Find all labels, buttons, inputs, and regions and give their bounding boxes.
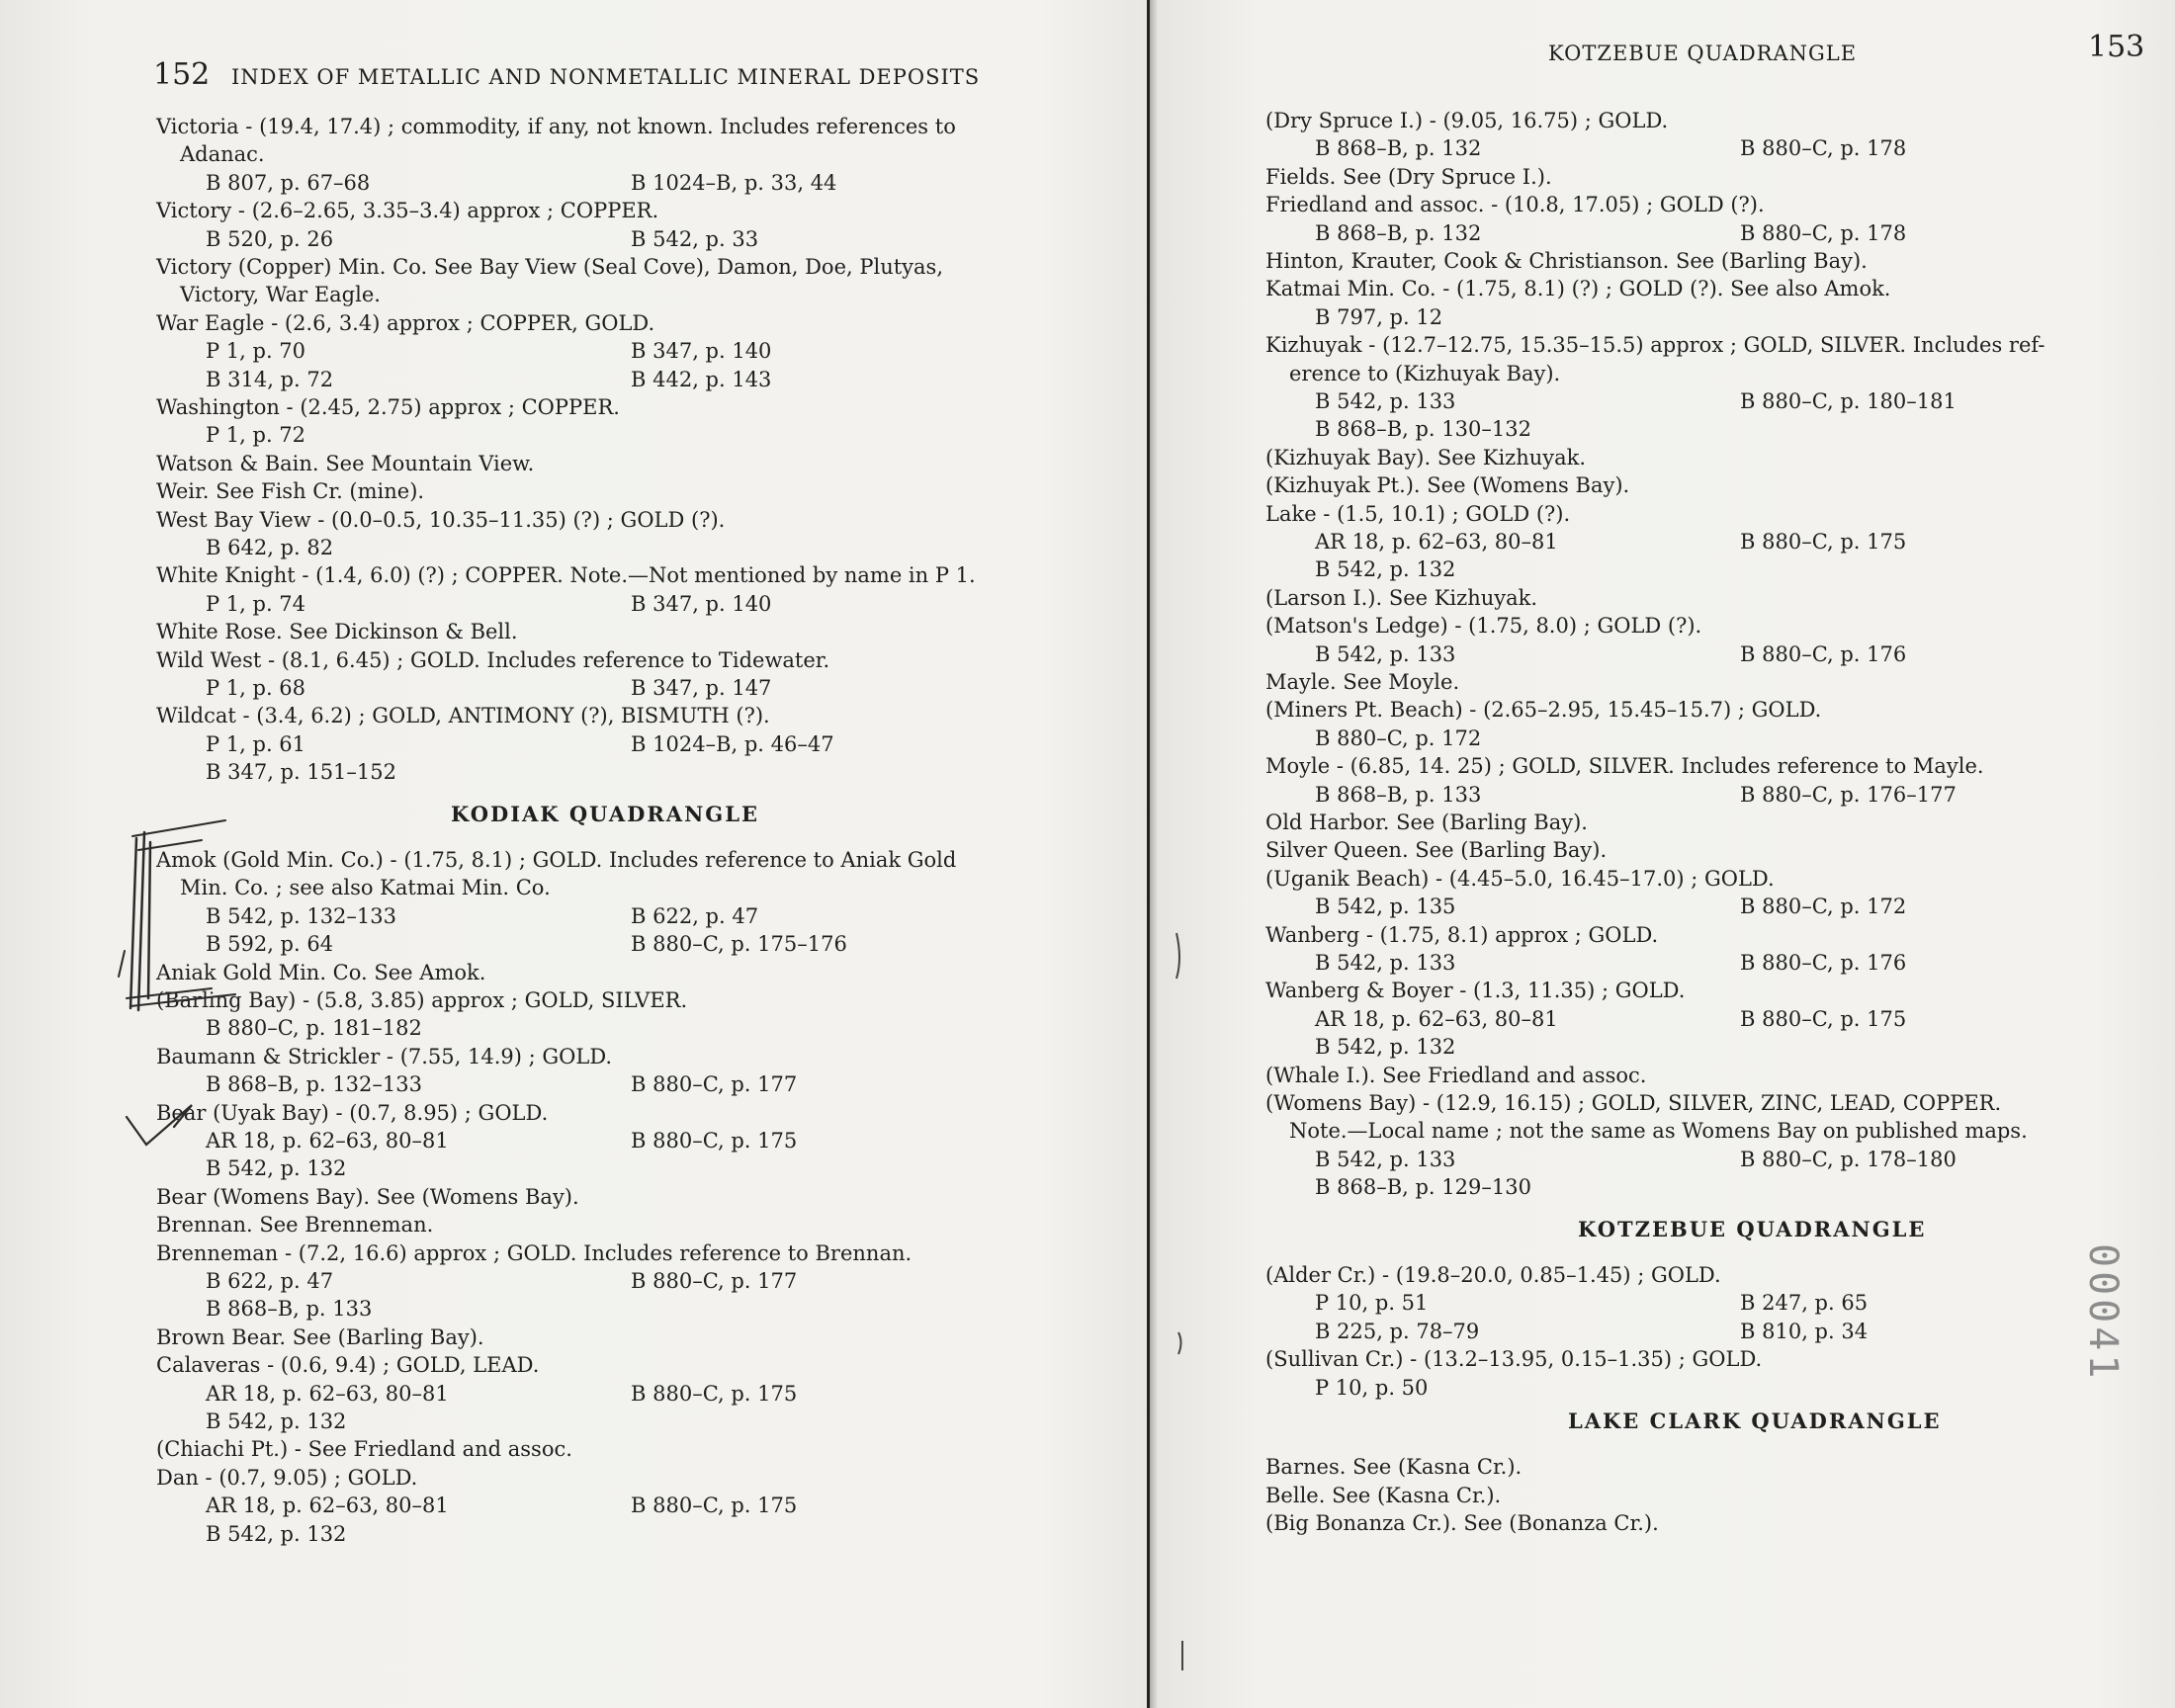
reference-citation: B 880–C, p. 175–176: [631, 932, 847, 957]
reference-citation: B 1024–B, p. 46–47: [631, 731, 834, 756]
index-entry: (Kizhuyak Pt.). See (Womens Bay).: [1265, 473, 1630, 498]
index-entry: Barnes. See (Kasna Cr.).: [1265, 1455, 1522, 1480]
index-entry: (Larson I.). See Kizhuyak.: [1265, 585, 1538, 610]
reference-row: [156, 1127, 1105, 1154]
reference-citation: B 880–C, p. 176: [1740, 951, 1907, 976]
reference-row: [1265, 134, 2165, 162]
index-entry: (Sullivan Cr.) - (13.2–13.95, 0.15–1.35) ; GOLD.: [1265, 1347, 1763, 1372]
right-page-number: 153: [2088, 30, 2145, 64]
reference-citation: AR 18, p. 62–63, 80–81: [1315, 1006, 1558, 1031]
index-entry: Wanberg - (1.75, 8.1) approx ; GOLD.: [1265, 922, 1659, 947]
left-entries-block-2: [156, 846, 1105, 1548]
spacer: [156, 787, 1105, 801]
index-entry: Baumann & Strickler - (7.55, 14.9) ; GOLD.: [156, 1044, 613, 1068]
reference-citation: B 247, p. 65: [1740, 1291, 1869, 1316]
reference-row: [156, 225, 1105, 253]
index-entry: Mayle. See Moyle.: [1265, 670, 1460, 694]
index-entry: Fields. See (Dry Spruce I.).: [1265, 164, 1552, 189]
reference-row: [156, 590, 1105, 618]
reference-citation: P 10, p. 51: [1315, 1291, 1429, 1316]
reference-row: [156, 1380, 1105, 1408]
reference-row: [1265, 387, 2165, 415]
reference-row: [1265, 1033, 2165, 1061]
reference-citation: B 542, p. 132: [206, 1409, 347, 1433]
index-entry: Calaveras - (0.6, 9.4) ; GOLD, LEAD.: [156, 1353, 540, 1378]
index-entry: Bear (Womens Bay). See (Womens Bay).: [156, 1184, 579, 1209]
index-entry-continuation: Min. Co. ; see also Katmai Min. Co.: [180, 876, 551, 900]
reference-row: [1265, 528, 2165, 555]
reference-row: [1265, 1173, 2165, 1201]
index-entry: Victory - (2.6–2.65, 3.35–3.4) approx ; COPPER.: [156, 199, 659, 223]
reference-row: [1265, 893, 2165, 920]
reference-citation: B 880–C, p. 172: [1315, 726, 1482, 750]
reference-row: [1265, 219, 2165, 247]
index-entry: (Whale I.). See Friedland and assoc.: [1265, 1063, 1647, 1087]
index-entry: Weir. See Fish Cr. (mine).: [156, 479, 425, 504]
index-entry: Katmai Min. Co. - (1.75, 8.1) (?) ; GOLD (?). See also Amok.: [1265, 277, 1891, 301]
reference-citation: B 542, p. 132: [1315, 1035, 1456, 1060]
index-entry: White Knight - (1.4, 6.0) (?) ; COPPER. Note.—Not mentioned by name in P 1.: [156, 563, 976, 588]
left-running-head: INDEX OF METALLIC AND NONMETALLIC MINERAL DEPOSITS: [230, 65, 981, 89]
reference-citation: B 592, p. 64: [206, 932, 334, 957]
reference-row: [156, 1267, 1105, 1295]
reference-citation: P 1, p. 70: [206, 339, 306, 364]
kodiak-quadrangle-heading: KODIAK QUADRANGLE: [451, 801, 759, 826]
reference-row: [1265, 1289, 2165, 1317]
reference-row: [156, 1520, 1105, 1548]
index-entry: Bear (Uyak Bay) - (0.7, 8.95) ; GOLD.: [156, 1100, 549, 1125]
left-page-number: 152: [153, 57, 211, 92]
index-entry-continuation: erence to (Kizhuyak Bay).: [1289, 361, 1561, 385]
reference-citation: B 868–B, p. 132: [1315, 220, 1482, 245]
index-entry: Brenneman - (7.2, 16.6) approx ; GOLD. Includes reference to Brennan.: [156, 1240, 913, 1265]
reference-citation: B 880–C, p. 178: [1740, 136, 1907, 161]
spacer: [1265, 1202, 2165, 1216]
reference-row: [1265, 415, 2165, 443]
index-entry: Wild West - (8.1, 6.45) ; GOLD. Includes reference to Tidewater.: [156, 647, 830, 672]
reference-citation: AR 18, p. 62–63, 80–81: [206, 1129, 449, 1153]
reference-citation: B 880–C, p. 178–180: [1740, 1147, 1957, 1171]
index-entry: Silver Queen. See (Barling Bay).: [1265, 838, 1608, 863]
index-entry: Brennan. See Brenneman.: [156, 1213, 434, 1238]
reference-row: [1265, 1318, 2165, 1345]
reference-row: [156, 1408, 1105, 1435]
index-entry: (Uganik Beach) - (4.45–5.0, 16.45–17.0) ; GOLD.: [1265, 866, 1775, 891]
lake-clark-quadrangle-heading: LAKE CLARK QUADRANGLE: [1568, 1408, 1942, 1433]
reference-citation: B 542, p. 132: [1315, 557, 1456, 582]
reference-citation: B 810, p. 34: [1740, 1319, 1869, 1343]
gutter-shadow: [1150, 0, 1158, 1708]
index-entry: Hinton, Krauter, Cook & Christianson. See (Barling Bay).: [1265, 249, 1868, 273]
reference-citation: B 880–C, p. 175: [1740, 530, 1907, 555]
reference-citation: B 880–C, p. 177: [631, 1269, 798, 1293]
reference-citation: P 1, p. 74: [206, 591, 306, 616]
reference-citation: B 542, p. 33: [631, 226, 759, 251]
reference-citation: B 542, p. 133: [1315, 1147, 1456, 1171]
reference-citation: B 542, p. 132–133: [206, 903, 396, 928]
reference-row: [156, 1070, 1105, 1098]
index-entry: Victory (Copper) Min. Co. See Bay View (Seal Cove), Damon, Doe, Plutyas,: [156, 255, 944, 279]
reference-row: [156, 421, 1105, 449]
reference-citation: B 542, p. 132: [206, 1521, 347, 1546]
reference-citation: B 542, p. 135: [1315, 895, 1456, 919]
index-entry: Belle. See (Kasna Cr.).: [1265, 1483, 1502, 1507]
reference-citation: B 797, p. 12: [1315, 304, 1443, 329]
reference-row: [156, 758, 1105, 786]
reference-row: [1265, 949, 2165, 977]
reference-citation: B 868–B, p. 132: [1315, 136, 1482, 161]
index-entry: Friedland and assoc. - (10.8, 17.05) ; GOLD (?).: [1265, 193, 1765, 217]
index-entry: (Womens Bay) - (12.9, 16.15) ; GOLD, SILVER, ZINC, LEAD, COPPER.: [1265, 1091, 2002, 1115]
index-entry: (Kizhuyak Bay). See Kizhuyak.: [1265, 445, 1587, 470]
reference-citation: B 347, p. 140: [631, 339, 772, 364]
reference-citation: B 880–C, p. 178: [1740, 220, 1907, 245]
reference-citation: B 347, p. 147: [631, 676, 772, 701]
reference-citation: B 225, p. 78–79: [1315, 1319, 1480, 1343]
reference-citation: B 442, p. 143: [631, 367, 772, 391]
reference-row: [1265, 725, 2165, 752]
right-entries-block-3: [1265, 1453, 2165, 1537]
reference-citation: B 622, p. 47: [631, 903, 759, 928]
reference-citation: B 347, p. 151–152: [206, 760, 396, 785]
reference-row: [156, 169, 1105, 197]
index-entry: West Bay View - (0.0–0.5, 10.35–11.35) (?) ; GOLD (?).: [156, 507, 726, 532]
reference-citation: B 542, p. 132: [206, 1156, 347, 1181]
reference-citation: B 314, p. 72: [206, 367, 334, 391]
index-entry: Amok (Gold Min. Co.) - (1.75, 8.1) ; GOLD. Includes reference to Aniak Gold: [156, 848, 957, 872]
reference-citation: B 880–C, p. 175: [631, 1129, 798, 1153]
reference-citation: B 880–C, p. 176–177: [1740, 782, 1957, 807]
reference-citation: P 1, p. 68: [206, 676, 306, 701]
reference-citation: B 880–C, p. 180–181: [1740, 389, 1957, 414]
reference-row: [1265, 1005, 2165, 1033]
archive-stamp-number: 00041: [2080, 1243, 2126, 1383]
index-entry: (Dry Spruce I.) - (9.05, 16.75) ; GOLD.: [1265, 109, 1669, 132]
index-entry: Old Harbor. See (Barling Bay).: [1265, 811, 1588, 834]
reference-citation: P 1, p. 72: [206, 423, 306, 448]
right-running-head: KOTZEBUE QUADRANGLE: [1548, 42, 1858, 65]
reference-row: [156, 1154, 1105, 1182]
reference-citation: AR 18, p. 62–63, 80–81: [206, 1381, 449, 1406]
reference-row: [156, 1014, 1105, 1042]
reference-citation: B 807, p. 67–68: [206, 170, 371, 195]
reference-citation: B 868–B, p. 132–133: [206, 1072, 422, 1097]
reference-row: [156, 730, 1105, 758]
reference-row: [1265, 555, 2165, 583]
index-entry: (Alder Cr.) - (19.8–20.0, 0.85–1.45) ; GOLD.: [1265, 1263, 1721, 1287]
reference-citation: B 542, p. 133: [1315, 951, 1456, 976]
index-entry-continuation: Victory, War Eagle.: [180, 283, 381, 307]
reference-row: [156, 902, 1105, 930]
left-entries-block-1: [156, 113, 1105, 787]
reference-citation: B 868–B, p. 133: [1315, 782, 1482, 807]
reference-citation: B 880–C, p. 175: [1740, 1006, 1907, 1031]
reference-citation: B 868–B, p. 133: [206, 1297, 373, 1322]
reference-row: [1265, 781, 2165, 809]
index-entry: Dan - (0.7, 9.05) ; GOLD.: [156, 1465, 418, 1490]
reference-row: [1265, 640, 2165, 668]
reference-citation: B 880–C, p. 172: [1740, 895, 1907, 919]
reference-citation: B 868–B, p. 129–130: [1315, 1175, 1531, 1200]
index-entry: (Chiachi Pt.) - See Friedland and assoc.: [156, 1437, 572, 1462]
index-entry: Aniak Gold Min. Co. See Amok.: [156, 960, 486, 984]
index-entry: (Miners Pt. Beach) - (2.65–2.95, 15.45–15.7) ; GOLD.: [1265, 698, 1822, 723]
reference-row: [1265, 1374, 2165, 1402]
reference-citation: AR 18, p. 62–63, 80–81: [1315, 530, 1558, 555]
right-entries-block-1: [1265, 107, 2165, 1202]
right-index-column: [1265, 107, 2165, 1538]
index-entry-continuation: Adanac.: [180, 142, 265, 167]
reference-citation: B 868–B, p. 130–132: [1315, 417, 1531, 442]
spacer: [156, 828, 1105, 846]
reference-row: [156, 930, 1105, 958]
index-entry: Moyle - (6.85, 14. 25) ; GOLD, SILVER. Includes reference to Mayle.: [1265, 754, 1984, 779]
left-running-head-row: [153, 57, 980, 92]
spacer: [1265, 1243, 2165, 1261]
index-entry: Lake - (1.5, 10.1) ; GOLD (?).: [1265, 501, 1571, 526]
reference-row: [156, 366, 1105, 393]
index-entry-continuation: Note.—Local name ; not the same as Womens Bay on published maps.: [1289, 1119, 2028, 1144]
reference-row: [156, 337, 1105, 365]
reference-citation: B 880–C, p. 175: [631, 1494, 798, 1518]
reference-row: [156, 1295, 1105, 1323]
spacer: [1265, 1435, 2165, 1453]
index-entry: Kizhuyak - (12.7–12.75, 15.35–15.5) approx ; GOLD, SILVER. Includes ref-: [1265, 333, 2045, 358]
index-entry: Brown Bear. See (Barling Bay).: [156, 1324, 484, 1349]
reference-citation: B 520, p. 26: [206, 226, 334, 251]
index-entry: War Eagle - (2.6, 3.4) approx ; COPPER, GOLD.: [156, 310, 655, 335]
reference-citation: B 622, p. 47: [206, 1269, 334, 1293]
index-entry: Victoria - (19.4, 17.4) ; commodity, if any, not known. Includes references to: [156, 115, 956, 138]
index-entry: (Matson's Ledge) - (1.75, 8.0) ; GOLD (?).: [1265, 614, 1702, 639]
reference-citation: B 347, p. 140: [631, 591, 772, 616]
reference-citation: AR 18, p. 62–63, 80–81: [206, 1494, 449, 1518]
left-index-column: [156, 113, 1105, 1548]
reference-citation: B 880–C, p. 181–182: [206, 1016, 422, 1041]
reference-citation: B 642, p. 82: [206, 536, 334, 560]
reference-citation: B 880–C, p. 175: [631, 1381, 798, 1406]
reference-citation: B 1024–B, p. 33, 44: [631, 170, 837, 195]
index-entry: Watson & Bain. See Mountain View.: [156, 451, 535, 475]
reference-row: [156, 1492, 1105, 1519]
reference-row: [156, 674, 1105, 702]
reference-citation: B 880–C, p. 177: [631, 1072, 798, 1097]
reference-citation: B 542, p. 133: [1315, 389, 1456, 414]
reference-citation: B 880–C, p. 176: [1740, 641, 1907, 666]
reference-row: [1265, 303, 2165, 331]
reference-row: [156, 534, 1105, 561]
index-entry: White Rose. See Dickinson & Bell.: [156, 620, 518, 644]
reference-citation: P 1, p. 61: [206, 731, 306, 756]
reference-row: [1265, 1146, 2165, 1173]
index-entry: (Big Bonanza Cr.). See (Bonanza Cr.).: [1265, 1511, 1659, 1536]
index-entry: Washington - (2.45, 2.75) approx ; COPPER.: [156, 395, 620, 419]
right-entries-block-2: [1265, 1261, 2165, 1402]
index-entry: (Barling Bay) - (5.8, 3.85) approx ; GOLD, SILVER.: [156, 988, 688, 1012]
reference-citation: B 542, p. 133: [1315, 641, 1456, 666]
index-entry: Wildcat - (3.4, 6.2) ; GOLD, ANTIMONY (?), BISMUTH (?).: [156, 704, 770, 728]
index-entry: Wanberg & Boyer - (1.3, 11.35) ; GOLD.: [1265, 979, 1686, 1003]
reference-citation: P 10, p. 50: [1315, 1375, 1429, 1400]
kotzebue-quadrangle-heading: KOTZEBUE QUADRANGLE: [1578, 1216, 1927, 1241]
